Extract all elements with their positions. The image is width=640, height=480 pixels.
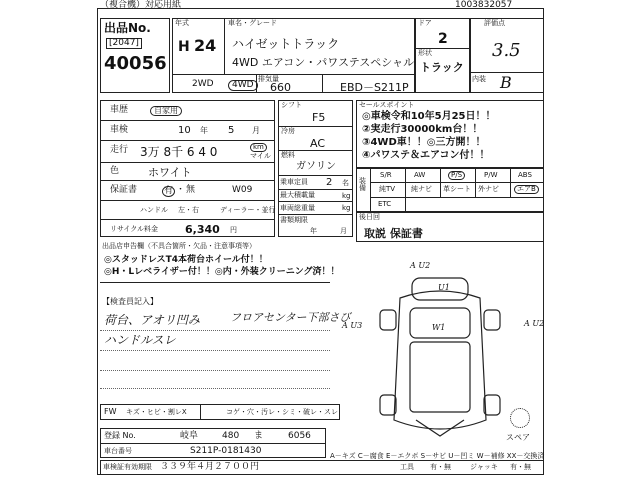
equip-airbag: エアB xyxy=(514,185,539,194)
lot-label: 出品No. xyxy=(104,21,151,35)
ac-value: AC xyxy=(310,137,326,150)
doors-label: ドア xyxy=(418,19,432,27)
sales-label: セールスポイント xyxy=(359,101,415,109)
chassis-label: 車台番号 xyxy=(104,447,132,455)
reg-num: 6056 xyxy=(288,431,311,441)
sales-point-4: ④パワステ＆エアコン付！！ xyxy=(362,150,490,161)
car-name: ハイゼットトラック xyxy=(232,37,340,51)
km-unit: km xyxy=(250,143,267,152)
model-code: EBD－S211P xyxy=(340,81,409,94)
special-label: 後日回 xyxy=(359,213,380,221)
interior-value: B xyxy=(500,73,512,92)
people-unit: 名 xyxy=(342,179,349,187)
tool-label: 工具 xyxy=(400,463,414,471)
sales-point-3: ③4WD車！！◎三方開！！ xyxy=(362,137,486,148)
fw-label: FW xyxy=(104,407,117,416)
diag-a2: A U2 xyxy=(524,319,545,328)
recycle-value: 6,340 xyxy=(185,223,220,236)
paint-label: 色 xyxy=(110,166,120,176)
shift-label: シフト xyxy=(281,101,302,109)
reg-class: 480 xyxy=(222,431,240,441)
load-label: 最大積載量 xyxy=(280,191,315,199)
name-label: 車名・グレード xyxy=(228,19,277,27)
note-line-1b: フロアセンター下部さび xyxy=(230,311,351,324)
seats-value: 2 xyxy=(326,177,333,188)
history-label: 車歴 xyxy=(110,105,129,115)
header-note: （複合機）対応用紙 xyxy=(100,0,182,10)
car-grade: 4WD エアコン・パワステスペシャル xyxy=(232,56,415,69)
sales-point-1: ◎車検令和10年5月25日！！ xyxy=(362,111,496,122)
equip-aw: AW xyxy=(414,171,426,179)
handle-value: 左・右 xyxy=(178,206,199,214)
shape-value: トラック xyxy=(420,61,464,74)
chassis-value: S211P-0181430 xyxy=(190,446,262,456)
dealer-label: ディーラー・並行 xyxy=(220,206,276,214)
expiry-value: ３３９年４月２７００円 xyxy=(160,462,260,472)
equip-label: 装備 xyxy=(359,177,366,192)
spare-tire-icon xyxy=(510,408,530,428)
car-diagram xyxy=(360,270,520,445)
warranty-no: 無 xyxy=(186,185,196,195)
equip-ext-navi: 外ナビ xyxy=(478,185,499,193)
diag-a3: A U3 xyxy=(342,321,363,330)
lot-number: 40056 xyxy=(104,53,167,74)
declaration-line-2: ◎H・Lレベライザー付！！◎内・外装クリーニング済！！ xyxy=(104,267,340,277)
equip-sr: S/R xyxy=(380,171,392,179)
lot-badge: [2047] xyxy=(106,38,142,49)
sales-point-2: ②実走行30000km台！！ xyxy=(362,124,483,135)
doors-value: 2 xyxy=(438,31,448,47)
note-line-2: ハンドルスレ xyxy=(104,333,176,347)
doc-year: 年 xyxy=(310,227,317,235)
declaration-line-1: ◎スタッドレスT4本荷台ホイール付！！ xyxy=(104,255,268,265)
kind-items: コゲ・穴・汚レ・シミ・破レ・スレ xyxy=(226,408,338,416)
note-line-1: 荷台、アオリ凹み xyxy=(104,313,200,327)
regist-year: 10 xyxy=(178,125,191,136)
recycle-label: リサイクル料金 xyxy=(110,225,159,233)
year-value: 24 xyxy=(194,36,217,55)
color-code: W09 xyxy=(232,185,253,195)
tool-value: 有・無 xyxy=(430,463,451,471)
diag-top: A U2 xyxy=(410,261,431,270)
load-kg: kg xyxy=(342,192,351,200)
mile-unit: マイル xyxy=(250,152,271,160)
diag-u1: U1 xyxy=(438,283,450,292)
doc-label: 書類期限 xyxy=(280,216,308,224)
interior-label: 内装 xyxy=(472,75,486,83)
fuel-label: 燃料 xyxy=(281,151,295,159)
handle-label: ハンドル xyxy=(140,206,168,214)
seats-label: 乗車定員 xyxy=(280,178,308,186)
jack-label: ジャッキ xyxy=(470,463,498,471)
warranty-sep: ・ xyxy=(176,185,186,195)
total-label: 車両総重量 xyxy=(280,204,315,212)
equip-ps: P/S xyxy=(448,171,465,180)
drive-4wd: 4WD xyxy=(228,80,258,91)
warranty-yes: 有 xyxy=(164,186,174,196)
warranty-label: 保証書 xyxy=(110,185,138,195)
drive-2wd: 2WD xyxy=(192,79,214,89)
regist-month: 5 xyxy=(228,125,235,136)
doc-month: 月 xyxy=(340,227,347,235)
equip-tv: 純TV xyxy=(379,185,396,193)
reg-label: 登録 No. xyxy=(104,431,136,440)
fw-items: キズ・ヒビ・割レX xyxy=(126,408,187,416)
year-era: H xyxy=(178,39,190,55)
year-label: 年式 xyxy=(175,19,189,27)
paint-value: ホワイト xyxy=(148,166,192,179)
equip-leather: 革シート xyxy=(443,185,471,193)
notes-label: 【検査員記入】 xyxy=(102,297,158,306)
total-kg: kg xyxy=(342,204,351,212)
displacement: 660 xyxy=(270,81,291,94)
spare-label: スペア xyxy=(506,433,530,442)
score-value: 3.5 xyxy=(492,40,521,61)
jack-value: 有・無 xyxy=(510,463,531,471)
equip-etc: ETC xyxy=(378,200,392,208)
yen-unit: 円 xyxy=(230,226,237,234)
declaration-label: 出品店申告欄（不具合箇所・欠品・注意事項等） xyxy=(102,242,256,250)
fuel-value: ガソリン xyxy=(296,161,336,172)
serial-number: 1003832057 xyxy=(455,0,513,10)
reg-kana: ま xyxy=(254,431,264,441)
legend-text: A－キズ C－腐食 E－エクボ S－サビ U－凹ミ W－補修 XX－交換済 xyxy=(330,452,545,460)
displacement-label: 排気量 xyxy=(258,75,279,83)
history-value: 自家用 xyxy=(150,106,182,116)
diag-w1: W1 xyxy=(432,323,446,332)
regist-label: 車検 xyxy=(110,125,129,135)
special-text: 取説 保証書 xyxy=(364,227,423,240)
shift-value: F5 xyxy=(312,111,326,124)
mileage-label: 走行 xyxy=(110,145,129,155)
year-unit: 年 xyxy=(200,126,208,135)
mileage-value: 3万 8千 6 4 0 xyxy=(140,145,218,159)
reg-place: 岐阜 xyxy=(180,431,199,441)
equip-pw: P/W xyxy=(484,171,498,179)
equip-navi: 純ナビ xyxy=(411,185,432,193)
expiry-label: 車検証有効期限 xyxy=(103,463,152,471)
score-label: 評価点 xyxy=(484,19,505,27)
month-unit: 月 xyxy=(252,126,260,135)
shape-label: 形状 xyxy=(418,49,432,57)
equip-abs: ABS xyxy=(518,171,532,179)
ac-label: 冷房 xyxy=(281,127,295,135)
